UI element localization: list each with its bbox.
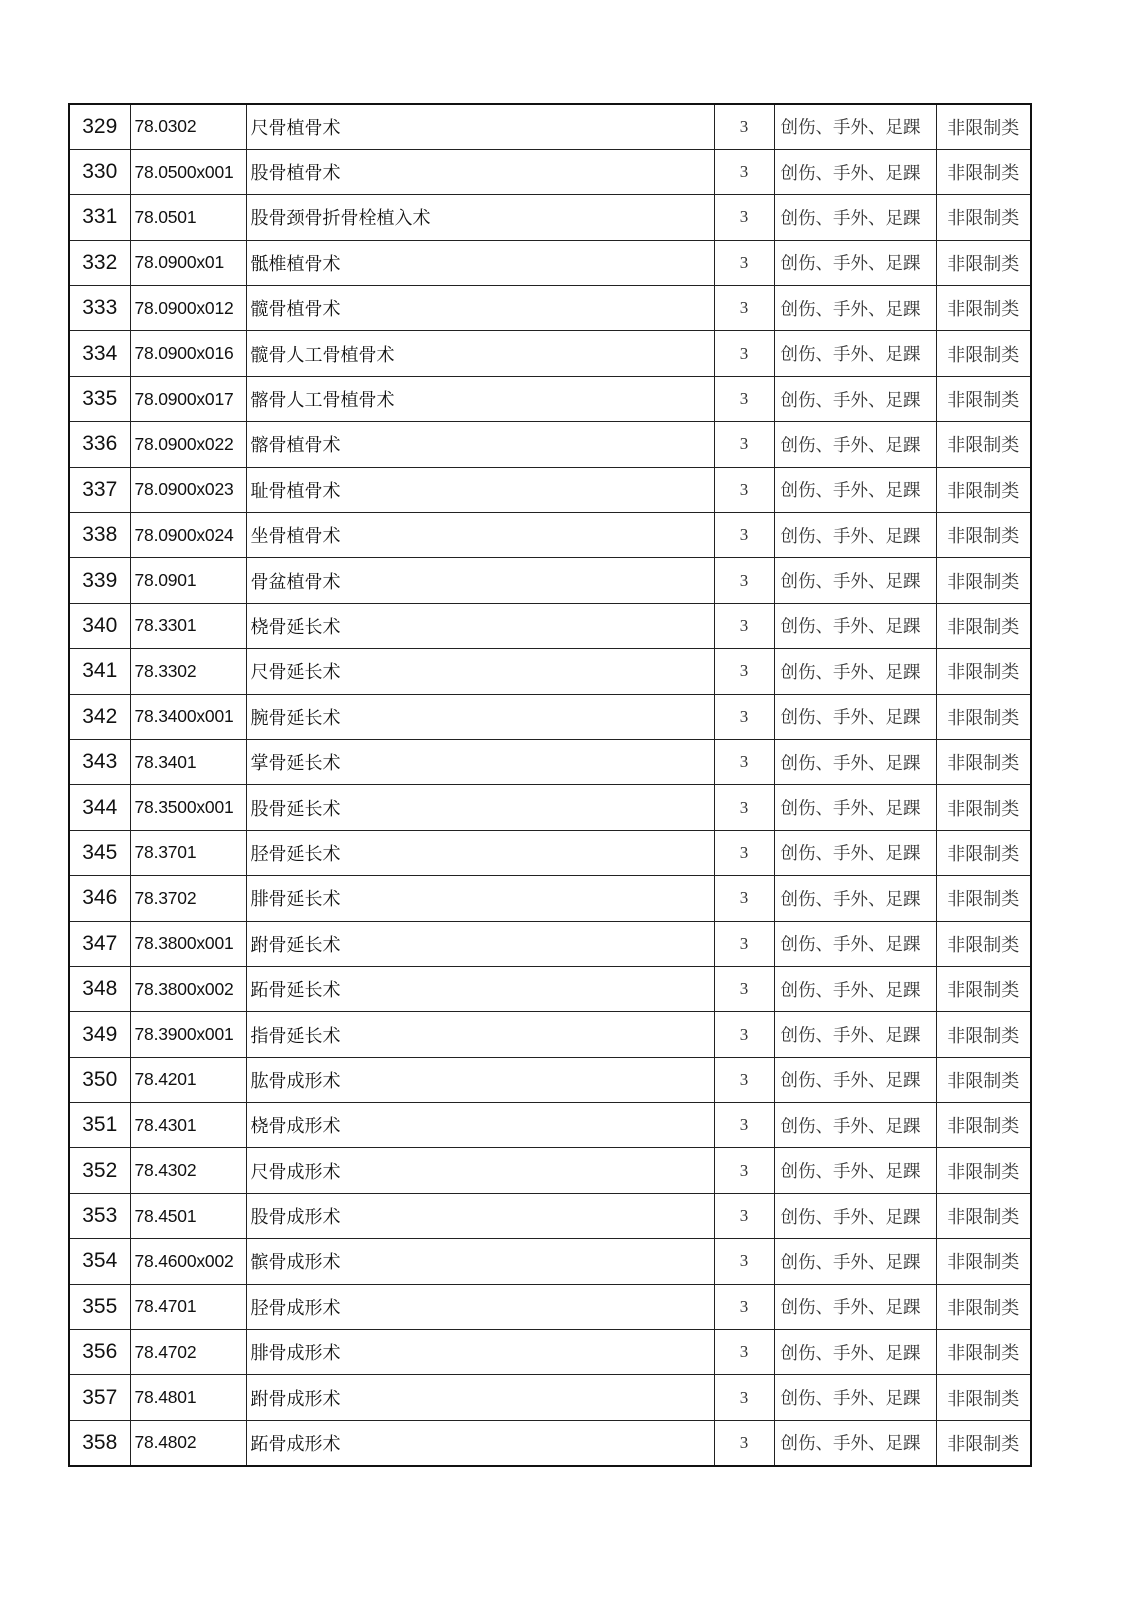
department-cell: 创伤、手外、足踝 bbox=[774, 467, 936, 512]
department-cell: 创伤、手外、足踝 bbox=[774, 558, 936, 603]
row-number-cell: 338 bbox=[69, 513, 130, 558]
procedure-name-cell: 股骨颈骨折骨栓植入术 bbox=[246, 195, 714, 240]
restriction-type-cell: 非限制类 bbox=[936, 1148, 1031, 1193]
department-cell: 创伤、手外、足踝 bbox=[774, 739, 936, 784]
procedure-code-cell: 78.0900x01 bbox=[130, 240, 246, 285]
department-cell: 创伤、手外、足踝 bbox=[774, 513, 936, 558]
procedure-code-cell: 78.0302 bbox=[130, 104, 246, 149]
procedure-name-cell: 股骨植骨术 bbox=[246, 149, 714, 194]
procedure-level-cell: 3 bbox=[714, 422, 774, 467]
procedure-code-cell: 78.4501 bbox=[130, 1193, 246, 1238]
department-cell: 创伤、手外、足踝 bbox=[774, 1012, 936, 1057]
procedure-code-cell: 78.3400x001 bbox=[130, 694, 246, 739]
department-cell: 创伤、手外、足踝 bbox=[774, 1103, 936, 1148]
procedure-code-cell: 78.0900x016 bbox=[130, 331, 246, 376]
department-cell: 创伤、手外、足踝 bbox=[774, 1148, 936, 1193]
row-number-cell: 346 bbox=[69, 876, 130, 921]
procedure-code-cell: 78.4702 bbox=[130, 1330, 246, 1375]
department-cell: 创伤、手外、足踝 bbox=[774, 1284, 936, 1329]
procedure-level-cell: 3 bbox=[714, 966, 774, 1011]
procedure-name-cell: 骨盆植骨术 bbox=[246, 558, 714, 603]
department-cell: 创伤、手外、足踝 bbox=[774, 195, 936, 240]
procedure-level-cell: 3 bbox=[714, 149, 774, 194]
procedure-name-cell: 坐骨植骨术 bbox=[246, 513, 714, 558]
procedure-name-cell: 跗骨成形术 bbox=[246, 1375, 714, 1420]
procedure-level-cell: 3 bbox=[714, 1057, 774, 1102]
procedure-level-cell: 3 bbox=[714, 513, 774, 558]
procedure-code-cell: 78.4701 bbox=[130, 1284, 246, 1329]
restriction-type-cell: 非限制类 bbox=[936, 921, 1031, 966]
restriction-type-cell: 非限制类 bbox=[936, 149, 1031, 194]
table-row bbox=[69, 966, 1031, 1011]
table-row bbox=[69, 240, 1031, 285]
row-number-cell: 334 bbox=[69, 331, 130, 376]
row-number-cell: 339 bbox=[69, 558, 130, 603]
row-number-cell: 355 bbox=[69, 1284, 130, 1329]
procedure-code-cell: 78.4201 bbox=[130, 1057, 246, 1102]
procedure-level-cell: 3 bbox=[714, 1330, 774, 1375]
row-number-cell: 331 bbox=[69, 195, 130, 240]
restriction-type-cell: 非限制类 bbox=[936, 1057, 1031, 1102]
procedure-name-cell: 腓骨成形术 bbox=[246, 1330, 714, 1375]
restriction-type-cell: 非限制类 bbox=[936, 694, 1031, 739]
procedure-level-cell: 3 bbox=[714, 1284, 774, 1329]
department-cell: 创伤、手外、足踝 bbox=[774, 649, 936, 694]
procedure-code-cell: 78.3800x002 bbox=[130, 966, 246, 1011]
table-row bbox=[69, 376, 1031, 421]
department-cell: 创伤、手外、足踝 bbox=[774, 1057, 936, 1102]
table-row bbox=[69, 830, 1031, 875]
procedure-level-cell: 3 bbox=[714, 195, 774, 240]
procedure-code-cell: 78.3500x001 bbox=[130, 785, 246, 830]
restriction-type-cell: 非限制类 bbox=[936, 286, 1031, 331]
table-row bbox=[69, 467, 1031, 512]
procedure-level-cell: 3 bbox=[714, 785, 774, 830]
procedure-name-cell: 尺骨成形术 bbox=[246, 1148, 714, 1193]
procedure-code-cell: 78.3401 bbox=[130, 739, 246, 784]
table-row bbox=[69, 603, 1031, 648]
row-number-cell: 333 bbox=[69, 286, 130, 331]
procedure-level-cell: 3 bbox=[714, 331, 774, 376]
procedure-code-cell: 78.4801 bbox=[130, 1375, 246, 1420]
department-cell: 创伤、手外、足踝 bbox=[774, 376, 936, 421]
row-number-cell: 347 bbox=[69, 921, 130, 966]
procedure-level-cell: 3 bbox=[714, 286, 774, 331]
restriction-type-cell: 非限制类 bbox=[936, 966, 1031, 1011]
procedure-level-cell: 3 bbox=[714, 1193, 774, 1238]
row-number-cell: 330 bbox=[69, 149, 130, 194]
procedure-level-cell: 3 bbox=[714, 376, 774, 421]
row-number-cell: 344 bbox=[69, 785, 130, 830]
procedure-name-cell: 耻骨植骨术 bbox=[246, 467, 714, 512]
restriction-type-cell: 非限制类 bbox=[936, 1012, 1031, 1057]
department-cell: 创伤、手外、足踝 bbox=[774, 1330, 936, 1375]
department-cell: 创伤、手外、足踝 bbox=[774, 876, 936, 921]
row-number-cell: 343 bbox=[69, 739, 130, 784]
procedure-name-cell: 跖骨延长术 bbox=[246, 966, 714, 1011]
table-row bbox=[69, 1420, 1031, 1465]
restriction-type-cell: 非限制类 bbox=[936, 513, 1031, 558]
procedure-code-cell: 78.3900x001 bbox=[130, 1012, 246, 1057]
procedure-code-cell: 78.3302 bbox=[130, 649, 246, 694]
row-number-cell: 352 bbox=[69, 1148, 130, 1193]
row-number-cell: 353 bbox=[69, 1193, 130, 1238]
procedure-level-cell: 3 bbox=[714, 1103, 774, 1148]
row-number-cell: 341 bbox=[69, 649, 130, 694]
procedure-level-cell: 3 bbox=[714, 1148, 774, 1193]
restriction-type-cell: 非限制类 bbox=[936, 739, 1031, 784]
restriction-type-cell: 非限制类 bbox=[936, 1375, 1031, 1420]
procedure-name-cell: 跗骨延长术 bbox=[246, 921, 714, 966]
department-cell: 创伤、手外、足踝 bbox=[774, 603, 936, 648]
procedure-name-cell: 髌骨成形术 bbox=[246, 1239, 714, 1284]
table-row bbox=[69, 1012, 1031, 1057]
row-number-cell: 342 bbox=[69, 694, 130, 739]
restriction-type-cell: 非限制类 bbox=[936, 1239, 1031, 1284]
table-row bbox=[69, 876, 1031, 921]
department-cell: 创伤、手外、足踝 bbox=[774, 149, 936, 194]
procedure-name-cell: 指骨延长术 bbox=[246, 1012, 714, 1057]
department-cell: 创伤、手外、足踝 bbox=[774, 1420, 936, 1465]
row-number-cell: 357 bbox=[69, 1375, 130, 1420]
row-number-cell: 350 bbox=[69, 1057, 130, 1102]
procedure-code-cell: 78.0500x001 bbox=[130, 149, 246, 194]
procedure-code-cell: 78.0900x024 bbox=[130, 513, 246, 558]
procedure-code-cell: 78.3701 bbox=[130, 830, 246, 875]
restriction-type-cell: 非限制类 bbox=[936, 876, 1031, 921]
restriction-type-cell: 非限制类 bbox=[936, 558, 1031, 603]
procedure-level-cell: 3 bbox=[714, 104, 774, 149]
procedure-level-cell: 3 bbox=[714, 694, 774, 739]
procedure-code-cell: 78.4302 bbox=[130, 1148, 246, 1193]
table-row bbox=[69, 785, 1031, 830]
table-row bbox=[69, 513, 1031, 558]
table-row bbox=[69, 1375, 1031, 1420]
procedure-code-cell: 78.4802 bbox=[130, 1420, 246, 1465]
table-row bbox=[69, 1057, 1031, 1102]
restriction-type-cell: 非限制类 bbox=[936, 467, 1031, 512]
restriction-type-cell: 非限制类 bbox=[936, 104, 1031, 149]
restriction-type-cell: 非限制类 bbox=[936, 649, 1031, 694]
department-cell: 创伤、手外、足踝 bbox=[774, 422, 936, 467]
restriction-type-cell: 非限制类 bbox=[936, 1330, 1031, 1375]
row-number-cell: 358 bbox=[69, 1420, 130, 1465]
row-number-cell: 336 bbox=[69, 422, 130, 467]
row-number-cell: 335 bbox=[69, 376, 130, 421]
procedure-table bbox=[68, 103, 1032, 1467]
procedure-code-cell: 78.0900x017 bbox=[130, 376, 246, 421]
procedure-code-cell: 78.0900x023 bbox=[130, 467, 246, 512]
procedure-level-cell: 3 bbox=[714, 240, 774, 285]
table-row bbox=[69, 649, 1031, 694]
procedure-name-cell: 桡骨延长术 bbox=[246, 603, 714, 648]
procedure-name-cell: 跖骨成形术 bbox=[246, 1420, 714, 1465]
row-number-cell: 356 bbox=[69, 1330, 130, 1375]
department-cell: 创伤、手外、足踝 bbox=[774, 1193, 936, 1238]
department-cell: 创伤、手外、足踝 bbox=[774, 104, 936, 149]
row-number-cell: 345 bbox=[69, 830, 130, 875]
row-number-cell: 329 bbox=[69, 104, 130, 149]
restriction-type-cell: 非限制类 bbox=[936, 830, 1031, 875]
procedure-name-cell: 髂骨植骨术 bbox=[246, 422, 714, 467]
procedure-name-cell: 腓骨延长术 bbox=[246, 876, 714, 921]
procedure-name-cell: 髋骨人工骨植骨术 bbox=[246, 331, 714, 376]
procedure-name-cell: 腕骨延长术 bbox=[246, 694, 714, 739]
procedure-level-cell: 3 bbox=[714, 467, 774, 512]
restriction-type-cell: 非限制类 bbox=[936, 195, 1031, 240]
restriction-type-cell: 非限制类 bbox=[936, 240, 1031, 285]
procedure-level-cell: 3 bbox=[714, 876, 774, 921]
table-row bbox=[69, 331, 1031, 376]
procedure-name-cell: 尺骨植骨术 bbox=[246, 104, 714, 149]
table-body bbox=[69, 104, 1031, 1466]
row-number-cell: 351 bbox=[69, 1103, 130, 1148]
department-cell: 创伤、手外、足踝 bbox=[774, 830, 936, 875]
procedure-name-cell: 股骨成形术 bbox=[246, 1193, 714, 1238]
department-cell: 创伤、手外、足踝 bbox=[774, 240, 936, 285]
restriction-type-cell: 非限制类 bbox=[936, 603, 1031, 648]
department-cell: 创伤、手外、足踝 bbox=[774, 785, 936, 830]
restriction-type-cell: 非限制类 bbox=[936, 376, 1031, 421]
table-row bbox=[69, 1193, 1031, 1238]
table-row bbox=[69, 422, 1031, 467]
row-number-cell: 348 bbox=[69, 966, 130, 1011]
procedure-name-cell: 肱骨成形术 bbox=[246, 1057, 714, 1102]
department-cell: 创伤、手外、足踝 bbox=[774, 694, 936, 739]
procedure-level-cell: 3 bbox=[714, 921, 774, 966]
row-number-cell: 332 bbox=[69, 240, 130, 285]
row-number-cell: 354 bbox=[69, 1239, 130, 1284]
table-row bbox=[69, 195, 1031, 240]
department-cell: 创伤、手外、足踝 bbox=[774, 1375, 936, 1420]
procedure-name-cell: 股骨延长术 bbox=[246, 785, 714, 830]
procedure-name-cell: 桡骨成形术 bbox=[246, 1103, 714, 1148]
restriction-type-cell: 非限制类 bbox=[936, 785, 1031, 830]
table-row bbox=[69, 1148, 1031, 1193]
row-number-cell: 349 bbox=[69, 1012, 130, 1057]
procedure-name-cell: 胫骨延长术 bbox=[246, 830, 714, 875]
row-number-cell: 337 bbox=[69, 467, 130, 512]
procedure-name-cell: 胫骨成形术 bbox=[246, 1284, 714, 1329]
procedure-level-cell: 3 bbox=[714, 830, 774, 875]
procedure-name-cell: 骶椎植骨术 bbox=[246, 240, 714, 285]
procedure-level-cell: 3 bbox=[714, 1012, 774, 1057]
procedure-level-cell: 3 bbox=[714, 649, 774, 694]
procedure-level-cell: 3 bbox=[714, 558, 774, 603]
procedure-name-cell: 髋骨植骨术 bbox=[246, 286, 714, 331]
department-cell: 创伤、手外、足踝 bbox=[774, 966, 936, 1011]
procedure-code-cell: 78.0501 bbox=[130, 195, 246, 240]
table-row bbox=[69, 286, 1031, 331]
procedure-name-cell: 髂骨人工骨植骨术 bbox=[246, 376, 714, 421]
department-cell: 创伤、手外、足踝 bbox=[774, 286, 936, 331]
department-cell: 创伤、手外、足踝 bbox=[774, 331, 936, 376]
table-row bbox=[69, 149, 1031, 194]
restriction-type-cell: 非限制类 bbox=[936, 331, 1031, 376]
table-row bbox=[69, 1239, 1031, 1284]
procedure-code-cell: 78.4600x002 bbox=[130, 1239, 246, 1284]
restriction-type-cell: 非限制类 bbox=[936, 1103, 1031, 1148]
table-row bbox=[69, 739, 1031, 784]
procedure-level-cell: 3 bbox=[714, 1375, 774, 1420]
row-number-cell: 340 bbox=[69, 603, 130, 648]
procedure-name-cell: 掌骨延长术 bbox=[246, 739, 714, 784]
table-row bbox=[69, 1330, 1031, 1375]
procedure-name-cell: 尺骨延长术 bbox=[246, 649, 714, 694]
procedure-code-cell: 78.4301 bbox=[130, 1103, 246, 1148]
table-row bbox=[69, 558, 1031, 603]
procedure-level-cell: 3 bbox=[714, 603, 774, 648]
table-row bbox=[69, 104, 1031, 149]
restriction-type-cell: 非限制类 bbox=[936, 1284, 1031, 1329]
procedure-level-cell: 3 bbox=[714, 739, 774, 784]
table-row bbox=[69, 1103, 1031, 1148]
procedure-level-cell: 3 bbox=[714, 1420, 774, 1465]
procedure-code-cell: 78.0900x012 bbox=[130, 286, 246, 331]
table-row bbox=[69, 1284, 1031, 1329]
procedure-code-cell: 78.3301 bbox=[130, 603, 246, 648]
procedure-code-cell: 78.3800x001 bbox=[130, 921, 246, 966]
procedure-code-cell: 78.3702 bbox=[130, 876, 246, 921]
restriction-type-cell: 非限制类 bbox=[936, 1420, 1031, 1465]
table-row bbox=[69, 921, 1031, 966]
procedure-code-cell: 78.0901 bbox=[130, 558, 246, 603]
restriction-type-cell: 非限制类 bbox=[936, 422, 1031, 467]
procedure-code-cell: 78.0900x022 bbox=[130, 422, 246, 467]
table-row bbox=[69, 694, 1031, 739]
department-cell: 创伤、手外、足踝 bbox=[774, 921, 936, 966]
department-cell: 创伤、手外、足踝 bbox=[774, 1239, 936, 1284]
restriction-type-cell: 非限制类 bbox=[936, 1193, 1031, 1238]
procedure-level-cell: 3 bbox=[714, 1239, 774, 1284]
